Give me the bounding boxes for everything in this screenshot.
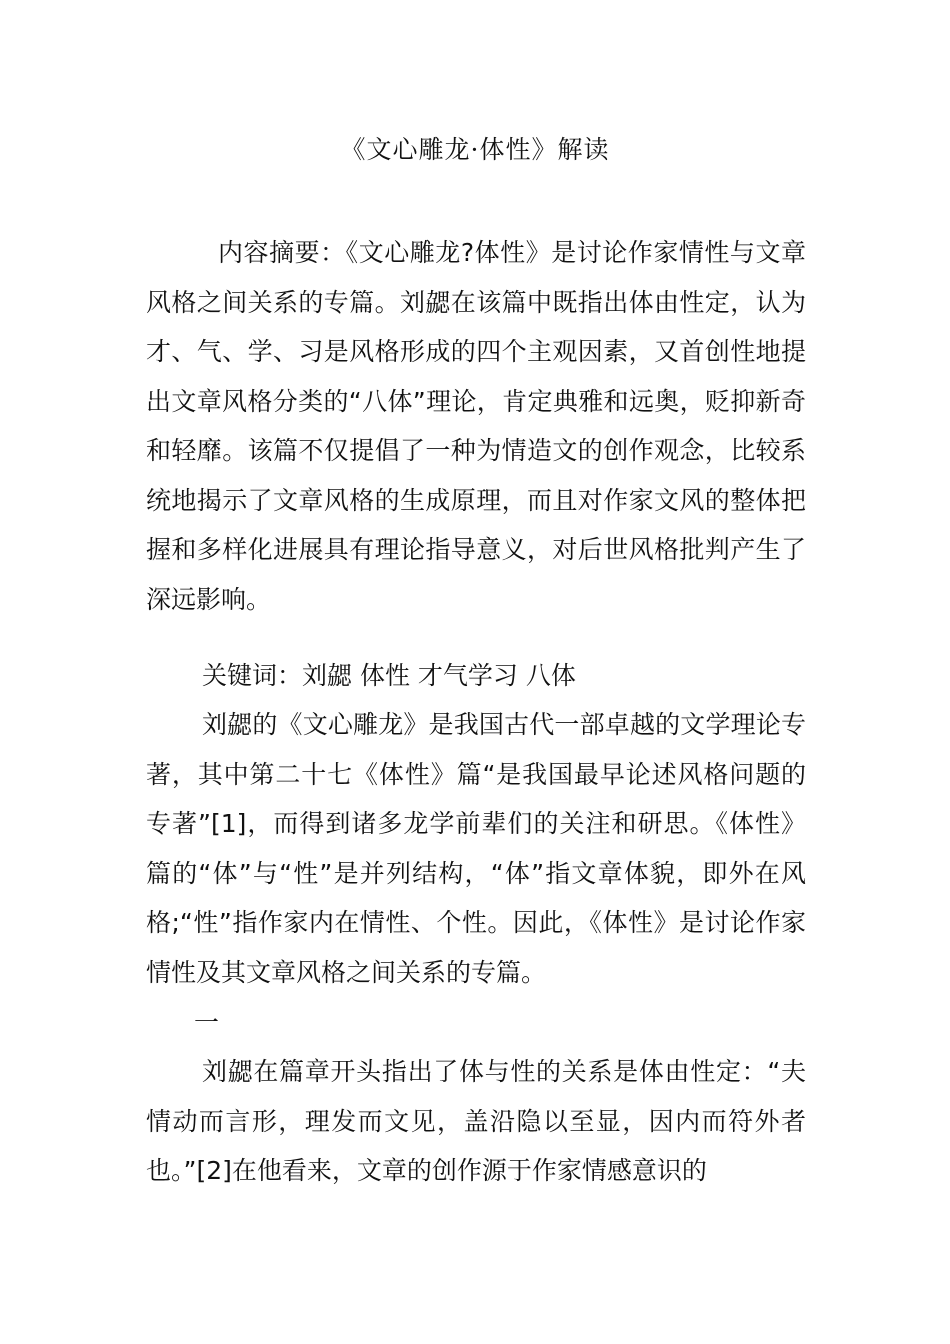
keywords-line: 关键词：刘勰 体性 才气学习 八体 — [202, 661, 576, 690]
document-title: 《文心雕龙·体性》解读 — [340, 135, 610, 164]
abstract-paragraph: 内容摘要：《文心雕龙?体性》是讨论作家情性与文章风格之间关系的专篇。刘勰在该篇中既指出体由性定，认为才、气、学、习是风格形成的四个主观因素，又首创性地提出文章风格分类的“八体”理论，肯定典雅和远奥，贬抑新奇和轻靡。该篇不仅提倡了一种为情造文的创作观念，比较系统地揭示了文章风格的生成原理，而且对作家文风的整体把握和多样化进展具有理论指导意义，对后世风格批判产生了深远影响。 — [146, 238, 806, 614]
body-paragraph-1: 刘勰的《文心雕龙》是我国古代一部卓越的文学理论专著，其中第二十七《体性》篇“是我国最早论述风格问题的专著”[1]，而得到诸多龙学前辈们的关注和研思。《体性》篇的“体”与“性”是并列结构，“体”指文章体貌，即外在风格;“性”指作家内在情性、个性。因此，《体性》是讨论作家情性及其文章风格之间关系的专篇。 — [146, 710, 806, 987]
section-number: 一 — [194, 1008, 220, 1037]
body-paragraph-2: 刘勰在篇章开头指出了体与性的关系是体由性定：“夫情动而言形，理发而文见，盖沿隐以至显，因内而符外者也。”[2]在他看来，文章的创作源于作家情感意识的 — [146, 1057, 806, 1185]
